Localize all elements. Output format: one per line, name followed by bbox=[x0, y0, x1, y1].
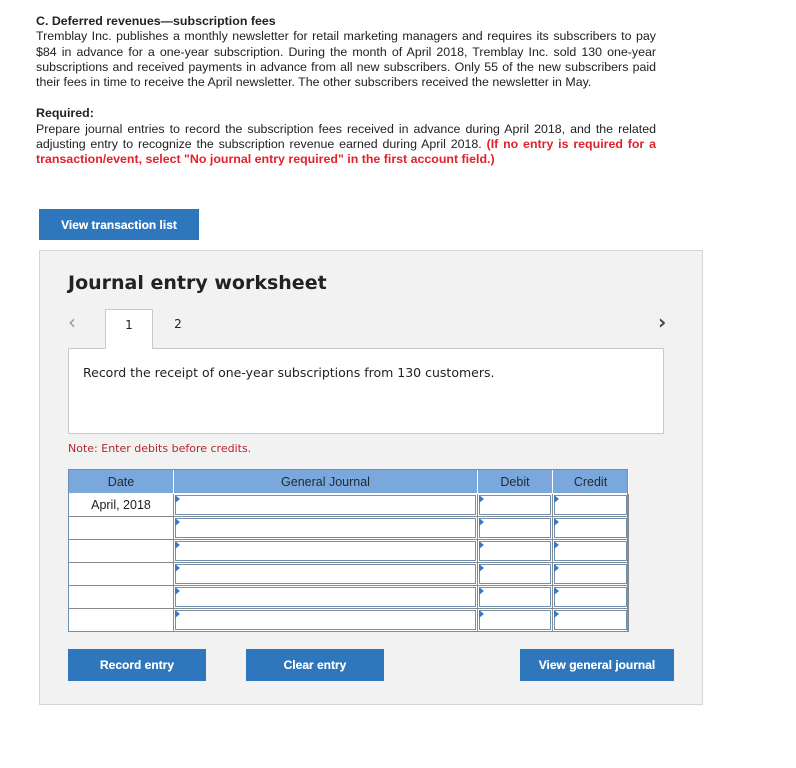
credit-input[interactable] bbox=[553, 563, 629, 586]
dropdown-marker-icon bbox=[175, 564, 180, 572]
date-cell[interactable] bbox=[69, 540, 174, 563]
chevron-right-icon[interactable]: › bbox=[658, 310, 667, 334]
input-marker-icon bbox=[479, 518, 484, 526]
tab-1[interactable] bbox=[105, 309, 153, 349]
date-cell[interactable] bbox=[69, 517, 174, 540]
input-marker-icon bbox=[479, 610, 484, 618]
table-row bbox=[69, 563, 629, 586]
credit-input[interactable] bbox=[553, 517, 629, 540]
table-row bbox=[69, 609, 629, 632]
transaction-description-box bbox=[68, 348, 664, 434]
date-cell[interactable] bbox=[69, 586, 174, 609]
view-general-journal-button[interactable]: View general journal bbox=[520, 649, 674, 681]
date-cell[interactable] bbox=[69, 609, 174, 632]
problem-body: Tremblay Inc. publishes a monthly newsletter for retail marketing managers and requires its subscribers to pay $84 in advance for a one-year subscription. During the month of April 2018, Tremblay Inc. sold 130 one-year subscriptions and received payments in advance from all new subscribers. Only 55 of the new subscribers paid their fees in time to receive the April newsletter. The other subscribers received the newsletter in May. bbox=[36, 29, 656, 90]
input-marker-icon bbox=[479, 564, 484, 572]
account-input[interactable] bbox=[174, 540, 478, 563]
date-cell[interactable]: April, 2018 bbox=[69, 494, 174, 517]
transaction-description: Record the receipt of one-year subscriptions from 130 customers. bbox=[83, 365, 495, 380]
dropdown-marker-icon bbox=[175, 587, 180, 595]
journal-entry-worksheet bbox=[39, 250, 703, 705]
journal-header-row bbox=[69, 470, 629, 494]
table-row bbox=[69, 540, 629, 563]
debit-input[interactable] bbox=[478, 586, 553, 609]
account-input[interactable] bbox=[174, 586, 478, 609]
debit-column-header: Debit bbox=[478, 470, 553, 494]
record-entry-button[interactable]: Record entry bbox=[68, 649, 206, 681]
clear-entry-button[interactable]: Clear entry bbox=[246, 649, 384, 681]
input-marker-icon bbox=[554, 518, 559, 526]
account-input[interactable] bbox=[174, 609, 478, 632]
debit-input[interactable] bbox=[478, 494, 553, 517]
credit-input[interactable] bbox=[553, 540, 629, 563]
account-input[interactable] bbox=[174, 517, 478, 540]
input-marker-icon bbox=[479, 541, 484, 549]
worksheet-title: Journal entry worksheet bbox=[68, 272, 327, 294]
dropdown-marker-icon bbox=[175, 541, 180, 549]
table-row bbox=[69, 517, 629, 540]
dropdown-marker-icon bbox=[175, 518, 180, 526]
dropdown-marker-icon bbox=[175, 495, 180, 503]
input-marker-icon bbox=[554, 587, 559, 595]
credit-input[interactable] bbox=[553, 609, 629, 632]
input-marker-icon bbox=[479, 495, 484, 503]
tab-2[interactable] bbox=[153, 309, 203, 349]
journal-table bbox=[68, 469, 629, 632]
tab-1-label: 1 bbox=[125, 318, 133, 332]
debit-input[interactable] bbox=[478, 540, 553, 563]
problem-title: C. Deferred revenues—subscription fees bbox=[36, 14, 276, 28]
credit-column-header: Credit bbox=[553, 470, 629, 494]
account-input[interactable] bbox=[174, 494, 478, 517]
dropdown-marker-icon bbox=[175, 610, 180, 618]
input-marker-icon bbox=[554, 495, 559, 503]
problem-statement bbox=[36, 14, 656, 168]
debits-note: Note: Enter debits before credits. bbox=[68, 442, 252, 455]
required-note: (If no entry is required for a transaction/event, select "No journal entry required" in the first account field.) bbox=[36, 137, 656, 167]
date-column-header: Date bbox=[69, 470, 174, 494]
general-journal-column-header: General Journal bbox=[174, 470, 478, 494]
input-marker-icon bbox=[554, 541, 559, 549]
table-row bbox=[69, 586, 629, 609]
account-input[interactable] bbox=[174, 563, 478, 586]
debit-input[interactable] bbox=[478, 609, 553, 632]
required-text: Prepare journal entries to record the subscription fees received in advance during April 2018, and the related adjusting entry to recognize the subscription revenue earned during April 2018. bbox=[36, 121, 656, 152]
input-marker-icon bbox=[479, 587, 484, 595]
chevron-left-icon[interactable]: ‹ bbox=[68, 310, 76, 334]
debit-input[interactable] bbox=[478, 563, 553, 586]
credit-input[interactable] bbox=[553, 494, 629, 517]
required-heading: Required: bbox=[36, 106, 94, 121]
input-marker-icon bbox=[554, 610, 559, 618]
tab-2-label: 2 bbox=[174, 317, 182, 331]
date-cell[interactable] bbox=[69, 563, 174, 586]
view-transaction-list-button[interactable]: View transaction list bbox=[39, 209, 199, 240]
debit-input[interactable] bbox=[478, 517, 553, 540]
credit-input[interactable] bbox=[553, 586, 629, 609]
table-row bbox=[69, 494, 629, 517]
input-marker-icon bbox=[554, 564, 559, 572]
required-section bbox=[36, 106, 656, 167]
